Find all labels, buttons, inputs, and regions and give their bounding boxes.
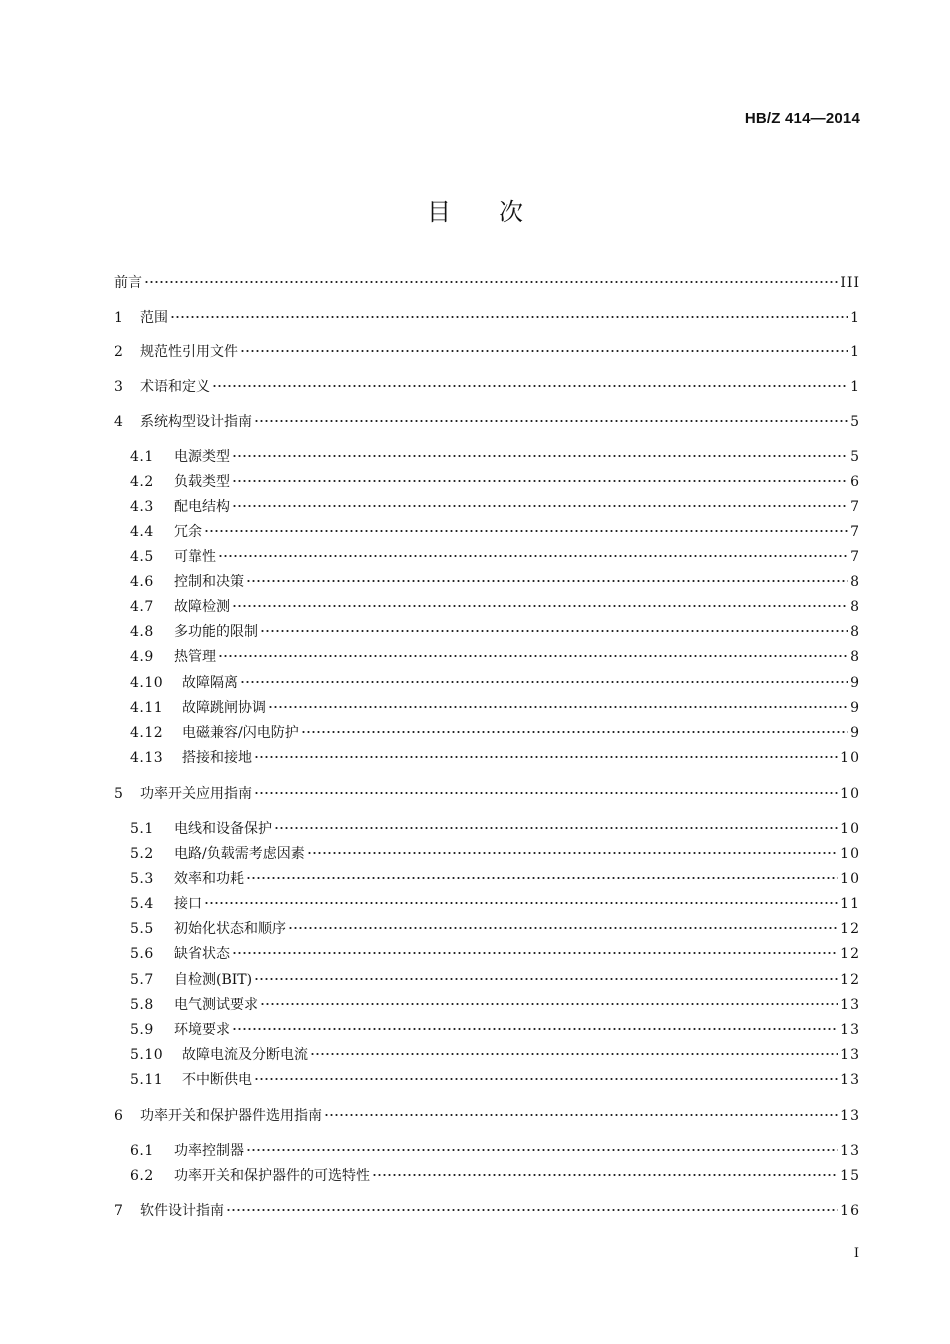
toc-entry-number: 5.8 [130, 997, 154, 1013]
toc-subentry[interactable] [130, 448, 860, 466]
toc-entry-page: 9 [850, 700, 860, 716]
toc-entry-label: 电线和设备保护 [174, 821, 272, 837]
toc-entry-label: 故障电流及分断电流 [182, 1047, 308, 1063]
toc-entry-page: 13 [840, 1143, 860, 1159]
toc-entry-label: 冗余 [174, 524, 202, 540]
toc-leader-dots [232, 604, 848, 608]
toc-entry-label: 配电结构 [174, 499, 230, 515]
toc-subentry[interactable] [130, 598, 860, 616]
toc-entry-page: 7 [850, 499, 860, 515]
toc-subentry[interactable] [130, 573, 860, 591]
toc-leader-dots [204, 529, 848, 533]
toc-entry-page: 10 [840, 871, 860, 887]
toc-entry[interactable] [114, 274, 860, 292]
toc-entry-page: 10 [840, 786, 860, 802]
toc-entry-number: 4.11 [130, 700, 164, 716]
toc-entry-page: 5 [850, 414, 860, 430]
toc-subentry[interactable] [130, 971, 860, 989]
toc-entry-page: 12 [840, 921, 860, 937]
toc-leader-dots [240, 680, 848, 684]
toc-entry-number: 5.4 [130, 896, 154, 912]
toc-leader-dots [254, 977, 838, 981]
toc-entry-number: 4.10 [130, 675, 164, 691]
toc-entry-page: 12 [840, 972, 860, 988]
toc-leader-dots [212, 384, 848, 388]
toc-entry-page: 12 [840, 946, 860, 962]
toc-entry-number: 4.9 [130, 649, 154, 665]
toc-subentry[interactable] [130, 674, 860, 692]
toc-entry-number: 2 [114, 344, 123, 360]
toc-subentry[interactable] [130, 473, 860, 491]
toc-subentry[interactable] [130, 845, 860, 863]
toc-subentry[interactable] [130, 870, 860, 888]
toc-entry-label: 功率控制器 [174, 1143, 244, 1159]
toc-entry-label: 功率开关应用指南 [140, 786, 252, 802]
toc-entry-label: 故障检测 [174, 599, 230, 615]
toc-entry-number: 4.1 [130, 449, 154, 465]
toc-subentry[interactable] [130, 1046, 860, 1064]
toc-entry-number: 3 [114, 379, 123, 395]
toc-leader-dots [246, 876, 838, 880]
toc-subentry[interactable] [130, 548, 860, 566]
toc-entry-label: 范围 [140, 310, 168, 326]
toc-entry[interactable] [114, 343, 860, 361]
toc-leader-dots [218, 654, 848, 658]
toc-entry-page: 13 [840, 1108, 860, 1124]
toc-leader-dots [274, 826, 838, 830]
toc-entry-number: 4.2 [130, 474, 154, 490]
toc-entry-label: 热管理 [174, 649, 216, 665]
toc-subentry[interactable] [130, 945, 860, 963]
toc-entry-page: 8 [850, 599, 860, 615]
toc-entry-label: 电源类型 [174, 449, 230, 465]
toc-entry-number: 7 [114, 1203, 123, 1219]
toc-subentry[interactable] [130, 920, 860, 938]
toc-leader-dots [254, 419, 848, 423]
toc-entry-page: 7 [850, 549, 860, 565]
toc-leader-dots [307, 851, 838, 855]
toc-subentry[interactable] [130, 1142, 860, 1160]
toc-entry-page: 11 [840, 896, 860, 912]
toc-leader-dots [170, 315, 848, 319]
toc-entry-number: 5.6 [130, 946, 154, 962]
toc-entry-page: 6 [850, 474, 860, 490]
toc-entry-page: III [840, 275, 860, 291]
toc-subentry[interactable] [130, 1071, 860, 1089]
toc-entry-page: 1 [850, 344, 860, 360]
toc-leader-dots [246, 1148, 838, 1152]
toc-entry-page: 13 [840, 1072, 860, 1088]
toc-entry-label: 不中断供电 [182, 1072, 252, 1088]
toc-entry-number: 5.3 [130, 871, 154, 887]
toc-entry[interactable] [114, 378, 860, 396]
toc-entry-label: 电路/负载需考虑因素 [174, 846, 305, 862]
toc-entry-number: 6.2 [130, 1168, 154, 1184]
toc-entry-label: 控制和决策 [174, 574, 244, 590]
toc-entry-number: 4.4 [130, 524, 154, 540]
toc-leader-dots [232, 1027, 838, 1031]
toc-entry-label: 电磁兼容/闪电防护 [182, 725, 299, 741]
toc-entry-number: 4 [114, 414, 123, 430]
toc-entry-label: 功率开关和保护器件选用指南 [140, 1108, 322, 1124]
toc-entry[interactable] [114, 413, 860, 431]
toc-entry-page: 10 [840, 846, 860, 862]
toc-entry[interactable] [114, 309, 860, 327]
toc-leader-dots [254, 791, 838, 795]
toc-leader-dots [218, 554, 848, 558]
toc-entry-number: 5.7 [130, 972, 154, 988]
toc-entry-number: 5.10 [130, 1047, 164, 1063]
toc-entry-label: 环境要求 [174, 1022, 230, 1038]
toc-entry-number: 4.6 [130, 574, 154, 590]
toc-entry-number: 5.1 [130, 821, 154, 837]
toc-entry-page: 15 [840, 1168, 860, 1184]
toc-leader-dots [260, 1002, 838, 1006]
toc-entry-label: 电气测试要求 [174, 997, 258, 1013]
toc-subentry[interactable] [130, 699, 860, 717]
toc-entry-page: 13 [840, 997, 860, 1013]
toc-entry-page: 13 [840, 1022, 860, 1038]
toc-entry-number: 5 [114, 786, 123, 802]
toc-subentry[interactable] [130, 820, 860, 838]
toc-entry-label: 故障跳闸协调 [182, 700, 266, 716]
toc-entry-number: 6 [114, 1108, 123, 1124]
toc-leader-dots [226, 1208, 838, 1212]
toc-entry-page: 9 [850, 725, 860, 741]
toc-entry[interactable] [114, 1202, 860, 1220]
toc-leader-dots [301, 730, 848, 734]
toc-leader-dots [324, 1113, 838, 1117]
toc-entry-number: 6.1 [130, 1143, 154, 1159]
toc-leader-dots [254, 1077, 838, 1081]
toc-entry-label: 功率开关和保护器件的可选特性 [174, 1168, 370, 1184]
toc-entry-label: 接口 [174, 896, 202, 912]
toc-entry-label: 缺省状态 [174, 946, 230, 962]
toc-title-left: 目 [427, 198, 451, 226]
toc-subentry[interactable] [130, 1167, 860, 1185]
toc-entry-label: 效率和功耗 [174, 871, 244, 887]
toc-leader-dots [246, 579, 848, 583]
toc-entry-page: 9 [850, 675, 860, 691]
toc-leader-dots [232, 479, 848, 483]
page-number: I [853, 1246, 859, 1261]
toc-entry-page: 8 [850, 649, 860, 665]
toc-leader-dots [310, 1052, 838, 1056]
toc-leader-dots [232, 504, 848, 508]
toc-subentry[interactable] [130, 498, 860, 516]
toc-entry-page: 7 [850, 524, 860, 540]
toc-entry-number: 5.5 [130, 921, 154, 937]
toc-entry-page: 1 [850, 310, 860, 326]
toc-entry-label: 自检测(BIT) [174, 972, 253, 988]
toc-entry-page: 5 [850, 449, 860, 465]
toc-leader-dots [232, 454, 848, 458]
toc-entry-number: 5.2 [130, 846, 154, 862]
toc-entry-label: 规范性引用文件 [140, 344, 238, 360]
toc-entry-page: 8 [850, 574, 860, 590]
toc-entry-number: 4.8 [130, 624, 154, 640]
toc-entry-page: 8 [850, 624, 860, 640]
toc-subentry[interactable] [130, 623, 860, 641]
toc-subentry[interactable] [130, 1021, 860, 1039]
toc-entry-number: 5.9 [130, 1022, 154, 1038]
toc-entry-label: 术语和定义 [140, 379, 210, 395]
toc-leader-dots [288, 926, 838, 930]
toc-subentry[interactable] [130, 996, 860, 1014]
toc-entry-label: 初始化状态和顺序 [174, 921, 286, 937]
toc-entry[interactable] [114, 785, 860, 803]
toc-leader-dots [240, 349, 848, 353]
toc-entry-page: 10 [840, 821, 860, 837]
toc-entry[interactable] [114, 1107, 860, 1125]
toc-leader-dots [232, 951, 838, 955]
toc-entry-label: 故障隔离 [182, 675, 238, 691]
toc-title-right: 次 [499, 198, 523, 226]
toc-entry-number: 4.13 [130, 750, 164, 766]
toc-entry-label: 负载类型 [174, 474, 230, 490]
toc-entry-number: 4.12 [130, 725, 164, 741]
toc-subentry[interactable] [130, 523, 860, 541]
toc-entry-number: 4.3 [130, 499, 154, 515]
toc-subentry[interactable] [130, 648, 860, 666]
toc-entry-number: 4.5 [130, 549, 154, 565]
toc-entry-page: 13 [840, 1047, 860, 1063]
toc-entry-label: 前言 [114, 275, 142, 291]
toc-subentry[interactable] [130, 895, 860, 913]
toc-leader-dots [260, 629, 848, 633]
toc-entry-page: 1 [850, 379, 860, 395]
toc-leader-dots [204, 901, 838, 905]
toc-leader-dots [372, 1173, 838, 1177]
toc-entry-number: 5.11 [130, 1072, 164, 1088]
toc-leader-dots [254, 755, 838, 759]
toc-entry-label: 可靠性 [174, 549, 216, 565]
toc-entry-page: 16 [840, 1203, 860, 1219]
toc-subentry[interactable] [130, 749, 860, 767]
toc-entry-number: 1 [114, 310, 123, 326]
toc-leader-dots [268, 705, 848, 709]
toc-subentry[interactable] [130, 724, 860, 742]
toc-entry-label: 软件设计指南 [140, 1203, 224, 1219]
toc-leader-dots [144, 280, 838, 284]
toc-entry-page: 10 [840, 750, 860, 766]
toc-entry-label: 搭接和接地 [182, 750, 252, 766]
standard-code: HB/Z 414—2014 [744, 110, 860, 127]
toc-entry-label: 系统构型设计指南 [140, 414, 252, 430]
toc-entry-label: 多功能的限制 [174, 624, 258, 640]
toc-entry-number: 4.7 [130, 599, 154, 615]
